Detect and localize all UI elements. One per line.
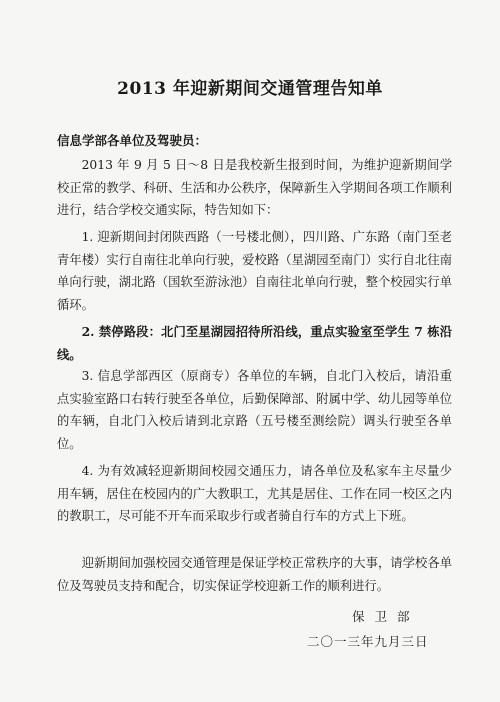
paragraph-closing: 迎新期间加强校园交通管理是保证学校正常秩序的大事，请学校各单位及驾驶员支持和配合，切实保证学校迎新工作的顺利进行。 — [57, 556, 452, 593]
signature-department: 保卫部 — [352, 609, 420, 624]
paragraph-item-2: 2. 禁停路段：北门至星湖园招待所沿线，重点实验室至学生 7 栋沿线。 — [57, 324, 452, 362]
paragraph-item-1: 1. 迎新期间封闭陕西路（一号楼北侧），四川路、广东路（南门至老青年楼）实行自南往北单向行驶，爱校路（星湖园至南门）实行自北往南单向行驶，湖北路（国软至游泳池）自南往北单向行驶，整个校园实行单循环。 — [57, 230, 452, 312]
document-title: 2013 年迎新期间交通管理告知单 — [117, 79, 383, 99]
salutation: 信息学部各单位及驾驶员： — [57, 133, 208, 148]
paragraph-item-4: 4. 为有效减轻迎新期间校园交通压力，请各单位及私家车主尽量少用车辆，居住在校园内的广大教职工，尤其是居住、工作在同一校区之内的教职工，尽可能不开车而采取步行或者骑自行车的方式上下班。 — [57, 464, 452, 523]
signature-date: 二〇一三年九月三日 — [307, 634, 429, 649]
paragraph-intro: 2013 年 9 月 5 日～8 日是我校新生报到时间，为维护迎新期间学校正常的教学、科研、生活和办公秩序，保障新生入学期间各项工作顺利进行，结合学校交通实际，特告知如下： — [57, 158, 452, 217]
paragraph-item-3: 3. 信息学部西区（原商专）各单位的车辆，自北门入校后，请沿重点实验室路口右转行驶至各单位，后勤保障部、附属中学、幼儿园等单位的车辆，自北门入校后请到北京路（五号楼至测绘院）调头行驶至各单位。 — [57, 369, 452, 451]
